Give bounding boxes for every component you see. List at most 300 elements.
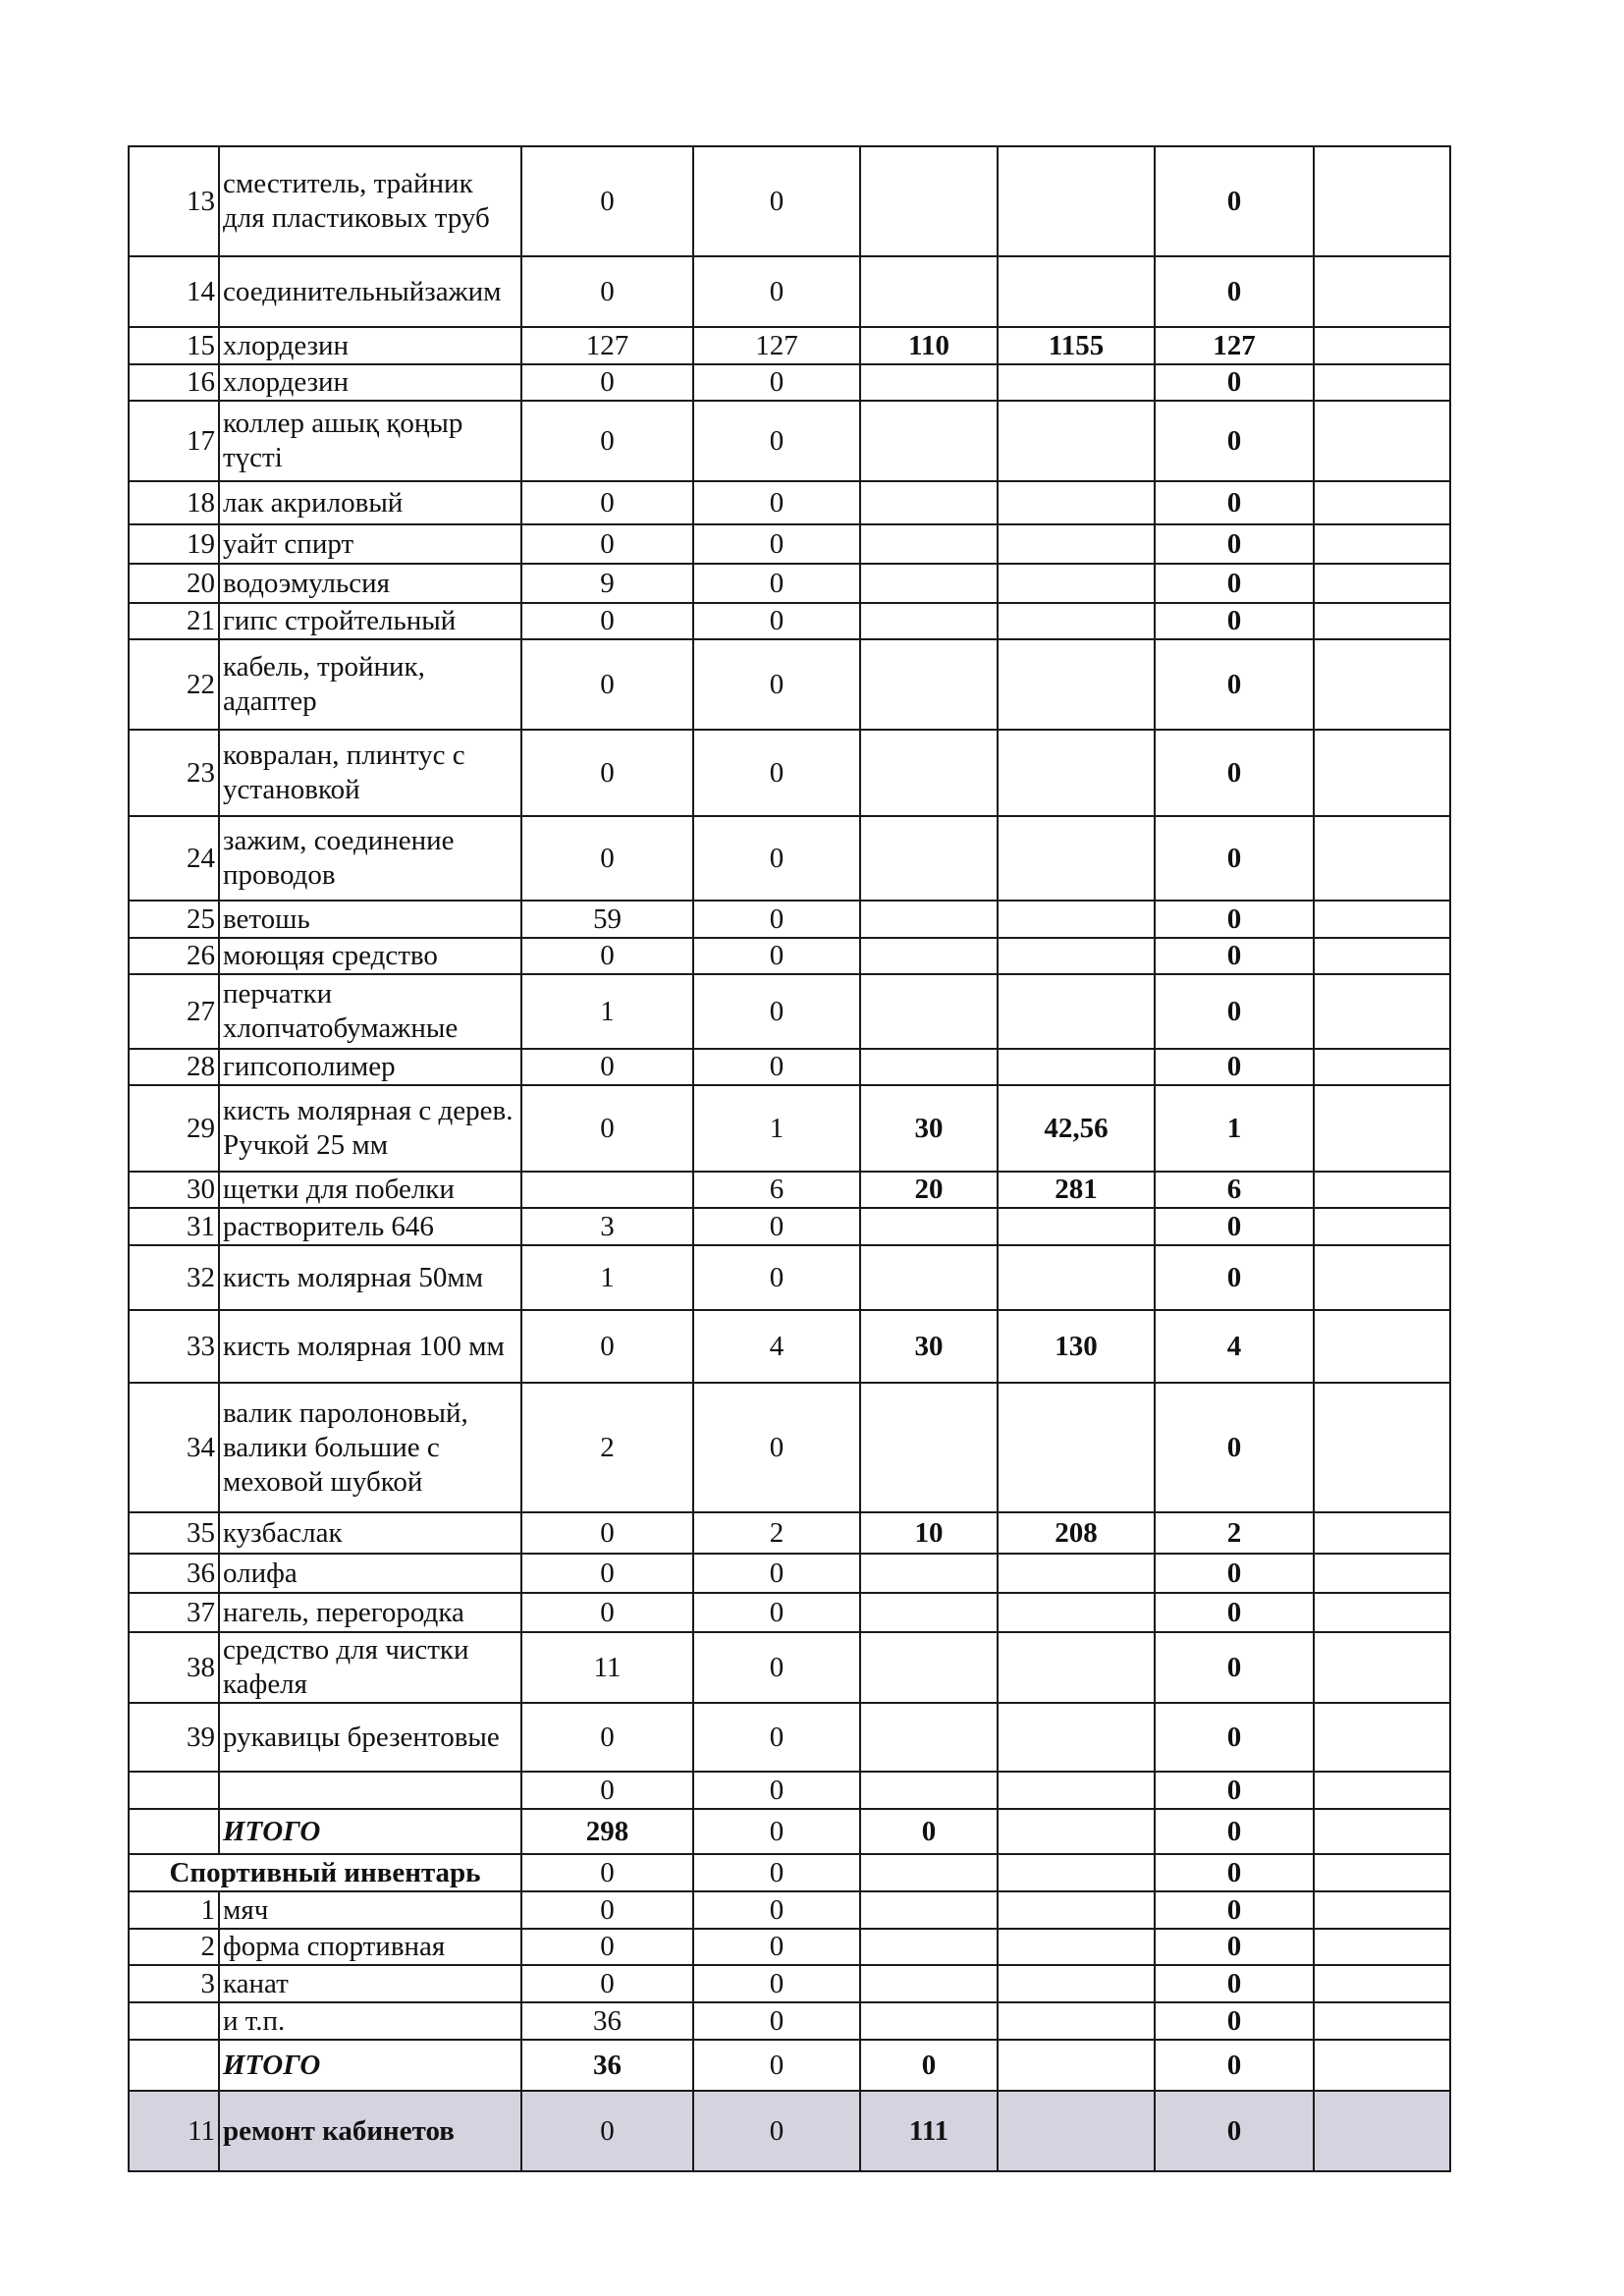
value-c4 xyxy=(998,1891,1155,1929)
value-c3 xyxy=(860,974,998,1049)
value-c1: 0 xyxy=(521,1310,693,1383)
value-c6 xyxy=(1314,1049,1450,1085)
table-row xyxy=(129,146,1450,256)
item-name: щетки для побелки xyxy=(219,1172,521,1208)
table-row xyxy=(129,1172,1450,1208)
value-c1: 0 xyxy=(521,1554,693,1593)
value-c4: 1155 xyxy=(998,327,1155,364)
section-title: Спортивный инвентарь xyxy=(129,1854,521,1891)
value-c3 xyxy=(860,901,998,938)
value-c5: 1 xyxy=(1155,1085,1314,1172)
value-c2: 0 xyxy=(693,974,860,1049)
value-c1: 0 xyxy=(521,481,693,524)
value-c1: 36 xyxy=(521,2040,693,2091)
value-c4 xyxy=(998,639,1155,730)
item-name: кузбаслак xyxy=(219,1512,521,1554)
value-c5: 0 xyxy=(1155,1809,1314,1854)
value-c5: 4 xyxy=(1155,1310,1314,1383)
value-c5: 0 xyxy=(1155,2002,1314,2040)
value-c3 xyxy=(860,1703,998,1772)
value-c5: 0 xyxy=(1155,1208,1314,1245)
row-number: 3 xyxy=(129,1965,219,2002)
item-name: форма спортивная xyxy=(219,1929,521,1965)
table-row xyxy=(129,1049,1450,1085)
row-number: 24 xyxy=(129,816,219,901)
table-row xyxy=(129,1965,1450,2002)
value-c3 xyxy=(860,1208,998,1245)
value-c1: 0 xyxy=(521,730,693,816)
value-c2: 0 xyxy=(693,1049,860,1085)
table-row xyxy=(129,1512,1450,1554)
row-number: 38 xyxy=(129,1632,219,1703)
value-c1: 0 xyxy=(521,146,693,256)
value-c6 xyxy=(1314,1172,1450,1208)
row-number: 16 xyxy=(129,364,219,401)
value-c1: 59 xyxy=(521,901,693,938)
value-c3: 110 xyxy=(860,327,998,364)
value-c2: 0 xyxy=(693,1965,860,2002)
value-c6 xyxy=(1314,1383,1450,1512)
row-number: 13 xyxy=(129,146,219,256)
value-c4 xyxy=(998,364,1155,401)
value-c4 xyxy=(998,524,1155,564)
value-c6 xyxy=(1314,603,1450,639)
value-c6 xyxy=(1314,401,1450,481)
value-c4 xyxy=(998,481,1155,524)
item-name: ковралан, плинтус с установкой xyxy=(219,730,521,816)
value-c6 xyxy=(1314,1554,1450,1593)
value-c6 xyxy=(1314,974,1450,1049)
value-c3 xyxy=(860,1929,998,1965)
value-c5: 0 xyxy=(1155,564,1314,603)
value-c1: 0 xyxy=(521,639,693,730)
value-c2: 2 xyxy=(693,1512,860,1554)
item-name: и т.п. xyxy=(219,2002,521,2040)
value-c6 xyxy=(1314,524,1450,564)
value-c1: 11 xyxy=(521,1632,693,1703)
value-c3 xyxy=(860,1891,998,1929)
value-c3 xyxy=(860,938,998,974)
value-c3 xyxy=(860,256,998,327)
value-c5: 0 xyxy=(1155,364,1314,401)
value-c5: 0 xyxy=(1155,974,1314,1049)
item-name: уайт спирт xyxy=(219,524,521,564)
value-c2: 0 xyxy=(693,1854,860,1891)
value-c4 xyxy=(998,1772,1155,1809)
value-c3 xyxy=(860,1554,998,1593)
table-row xyxy=(129,938,1450,974)
value-c2: 0 xyxy=(693,1703,860,1772)
value-c3 xyxy=(860,524,998,564)
value-c6 xyxy=(1314,1891,1450,1929)
value-c5: 0 xyxy=(1155,1929,1314,1965)
value-c4 xyxy=(998,2002,1155,2040)
table-row xyxy=(129,364,1450,401)
value-c2: 0 xyxy=(693,639,860,730)
table-row xyxy=(129,1891,1450,1929)
table-row xyxy=(129,1208,1450,1245)
value-c1: 0 xyxy=(521,1929,693,1965)
value-c4 xyxy=(998,1929,1155,1965)
value-c3 xyxy=(860,1632,998,1703)
value-c5: 0 xyxy=(1155,639,1314,730)
table-row xyxy=(129,2091,1450,2171)
value-c1: 0 xyxy=(521,364,693,401)
table-row xyxy=(129,1929,1450,1965)
value-c1 xyxy=(521,1172,693,1208)
value-c2: 0 xyxy=(693,901,860,938)
value-c5: 0 xyxy=(1155,1891,1314,1929)
item-name: лак акриловый xyxy=(219,481,521,524)
value-c5: 2 xyxy=(1155,1512,1314,1554)
value-c3: 111 xyxy=(860,2091,998,2171)
value-c4 xyxy=(998,816,1155,901)
value-c4 xyxy=(998,1383,1155,1512)
table-row xyxy=(129,327,1450,364)
value-c6 xyxy=(1314,1929,1450,1965)
item-name: коллер ашық қоңыр түсті xyxy=(219,401,521,481)
value-c1: 0 xyxy=(521,1891,693,1929)
value-c4 xyxy=(998,603,1155,639)
value-c4 xyxy=(998,1632,1155,1703)
value-c3 xyxy=(860,481,998,524)
value-c6 xyxy=(1314,1809,1450,1854)
value-c2: 0 xyxy=(693,524,860,564)
value-c4: 42,56 xyxy=(998,1085,1155,1172)
value-c5: 0 xyxy=(1155,1703,1314,1772)
value-c3 xyxy=(860,564,998,603)
value-c3 xyxy=(860,1049,998,1085)
value-c5: 0 xyxy=(1155,1632,1314,1703)
value-c1: 1 xyxy=(521,974,693,1049)
table-body xyxy=(129,146,1450,2171)
row-number: 32 xyxy=(129,1245,219,1310)
value-c3 xyxy=(860,816,998,901)
row-number xyxy=(129,2002,219,2040)
item-name: канат xyxy=(219,1965,521,2002)
row-number: 27 xyxy=(129,974,219,1049)
value-c2: 0 xyxy=(693,1772,860,1809)
value-c2: 4 xyxy=(693,1310,860,1383)
item-name: сместитель, трайник для пластиковых труб xyxy=(219,146,521,256)
value-c6 xyxy=(1314,1772,1450,1809)
item-name: кисть молярная с дерев. Ручкой 25 мм xyxy=(219,1085,521,1172)
item-name: кисть молярная 50мм xyxy=(219,1245,521,1310)
value-c6 xyxy=(1314,2091,1450,2171)
value-c6 xyxy=(1314,481,1450,524)
table-row xyxy=(129,401,1450,481)
value-c1: 0 xyxy=(521,1965,693,2002)
value-c1: 0 xyxy=(521,524,693,564)
item-name: водоэмульсия xyxy=(219,564,521,603)
row-number: 26 xyxy=(129,938,219,974)
value-c5: 0 xyxy=(1155,1383,1314,1512)
value-c6 xyxy=(1314,816,1450,901)
item-name: кабель, тройник, адаптер xyxy=(219,639,521,730)
value-c5: 0 xyxy=(1155,1772,1314,1809)
value-c3 xyxy=(860,146,998,256)
row-number: 28 xyxy=(129,1049,219,1085)
value-c6 xyxy=(1314,2040,1450,2091)
row-number xyxy=(129,2040,219,2091)
value-c3: 20 xyxy=(860,1172,998,1208)
value-c5: 0 xyxy=(1155,2091,1314,2171)
value-c6 xyxy=(1314,564,1450,603)
value-c2: 0 xyxy=(693,730,860,816)
table-row xyxy=(129,256,1450,327)
value-c6 xyxy=(1314,1245,1450,1310)
row-number: 35 xyxy=(129,1512,219,1554)
row-number: 19 xyxy=(129,524,219,564)
row-number: 21 xyxy=(129,603,219,639)
value-c1: 1 xyxy=(521,1245,693,1310)
item-name: перчатки хлопчатобумажные xyxy=(219,974,521,1049)
value-c3 xyxy=(860,1593,998,1632)
item-name: ИТОГО xyxy=(219,2040,521,2091)
value-c4: 281 xyxy=(998,1172,1155,1208)
row-number: 22 xyxy=(129,639,219,730)
value-c6 xyxy=(1314,256,1450,327)
table-row xyxy=(129,1854,1450,1891)
value-c3: 0 xyxy=(860,2040,998,2091)
value-c2: 0 xyxy=(693,1383,860,1512)
table-row xyxy=(129,2040,1450,2091)
value-c1: 0 xyxy=(521,938,693,974)
item-name: ремонт кабинетов xyxy=(219,2091,521,2171)
value-c4 xyxy=(998,1593,1155,1632)
value-c2: 0 xyxy=(693,256,860,327)
value-c1: 0 xyxy=(521,1772,693,1809)
row-number: 31 xyxy=(129,1208,219,1245)
item-name xyxy=(219,1772,521,1809)
value-c5: 0 xyxy=(1155,1245,1314,1310)
item-name: олифа xyxy=(219,1554,521,1593)
value-c6 xyxy=(1314,327,1450,364)
value-c2: 0 xyxy=(693,1593,860,1632)
item-name: моющяя средство xyxy=(219,938,521,974)
value-c5: 0 xyxy=(1155,1965,1314,2002)
value-c1: 127 xyxy=(521,327,693,364)
row-number xyxy=(129,1809,219,1854)
value-c3 xyxy=(860,2002,998,2040)
row-number: 34 xyxy=(129,1383,219,1512)
row-number: 29 xyxy=(129,1085,219,1172)
value-c5: 0 xyxy=(1155,816,1314,901)
table-row xyxy=(129,639,1450,730)
item-name: кисть молярная 100 мм xyxy=(219,1310,521,1383)
value-c4 xyxy=(998,1049,1155,1085)
value-c2: 1 xyxy=(693,1085,860,1172)
item-name: гипс стройтельный xyxy=(219,603,521,639)
value-c1: 0 xyxy=(521,1593,693,1632)
value-c1: 0 xyxy=(521,1085,693,1172)
value-c3: 0 xyxy=(860,1809,998,1854)
value-c3: 10 xyxy=(860,1512,998,1554)
row-number: 33 xyxy=(129,1310,219,1383)
value-c1: 298 xyxy=(521,1809,693,1854)
table-row xyxy=(129,1310,1450,1383)
value-c3 xyxy=(860,639,998,730)
value-c4 xyxy=(998,146,1155,256)
value-c2: 0 xyxy=(693,1245,860,1310)
value-c2: 0 xyxy=(693,364,860,401)
table-row xyxy=(129,816,1450,901)
value-c4 xyxy=(998,401,1155,481)
row-number: 14 xyxy=(129,256,219,327)
value-c1: 2 xyxy=(521,1383,693,1512)
row-number: 11 xyxy=(129,2091,219,2171)
value-c2: 0 xyxy=(693,401,860,481)
value-c5: 0 xyxy=(1155,256,1314,327)
value-c4 xyxy=(998,938,1155,974)
row-number: 39 xyxy=(129,1703,219,1772)
row-number: 20 xyxy=(129,564,219,603)
value-c1: 0 xyxy=(521,401,693,481)
item-name: мяч xyxy=(219,1891,521,1929)
value-c4 xyxy=(998,1854,1155,1891)
row-number: 25 xyxy=(129,901,219,938)
value-c5: 0 xyxy=(1155,481,1314,524)
value-c6 xyxy=(1314,1208,1450,1245)
value-c6 xyxy=(1314,730,1450,816)
table-row xyxy=(129,730,1450,816)
value-c2: 0 xyxy=(693,1554,860,1593)
value-c4 xyxy=(998,974,1155,1049)
value-c3: 30 xyxy=(860,1085,998,1172)
row-number: 2 xyxy=(129,1929,219,1965)
value-c1: 0 xyxy=(521,1703,693,1772)
table-row xyxy=(129,1632,1450,1703)
table-row xyxy=(129,1593,1450,1632)
value-c2: 0 xyxy=(693,938,860,974)
value-c2: 0 xyxy=(693,564,860,603)
item-name: ветошь xyxy=(219,901,521,938)
value-c5: 0 xyxy=(1155,730,1314,816)
value-c4 xyxy=(998,901,1155,938)
value-c4 xyxy=(998,1554,1155,1593)
value-c6 xyxy=(1314,146,1450,256)
value-c6 xyxy=(1314,1085,1450,1172)
table-row xyxy=(129,1703,1450,1772)
row-number: 37 xyxy=(129,1593,219,1632)
value-c4 xyxy=(998,2091,1155,2171)
item-name: хлордезин xyxy=(219,364,521,401)
value-c1: 0 xyxy=(521,2091,693,2171)
table-row xyxy=(129,481,1450,524)
item-name: хлордезин xyxy=(219,327,521,364)
value-c2: 0 xyxy=(693,2091,860,2171)
value-c4 xyxy=(998,1208,1155,1245)
table-row xyxy=(129,1554,1450,1593)
value-c2: 6 xyxy=(693,1172,860,1208)
value-c4 xyxy=(998,730,1155,816)
value-c4: 208 xyxy=(998,1512,1155,1554)
table-row xyxy=(129,2002,1450,2040)
value-c2: 0 xyxy=(693,1891,860,1929)
item-name: валик паролоновый, валики большие с меховой шубкой xyxy=(219,1383,521,1512)
row-number xyxy=(129,1772,219,1809)
value-c6 xyxy=(1314,1703,1450,1772)
value-c6 xyxy=(1314,1593,1450,1632)
value-c3 xyxy=(860,1383,998,1512)
inventory-table xyxy=(128,145,1451,2172)
value-c4 xyxy=(998,2040,1155,2091)
row-number: 36 xyxy=(129,1554,219,1593)
row-number: 18 xyxy=(129,481,219,524)
item-name: зажим, соединение проводов xyxy=(219,816,521,901)
value-c5: 0 xyxy=(1155,146,1314,256)
item-name: гипсополимер xyxy=(219,1049,521,1085)
value-c3 xyxy=(860,1965,998,2002)
value-c5: 0 xyxy=(1155,901,1314,938)
table-row xyxy=(129,524,1450,564)
value-c2: 0 xyxy=(693,146,860,256)
value-c2: 0 xyxy=(693,816,860,901)
row-number: 15 xyxy=(129,327,219,364)
value-c1: 0 xyxy=(521,1854,693,1891)
value-c6 xyxy=(1314,2002,1450,2040)
value-c6 xyxy=(1314,1310,1450,1383)
value-c6 xyxy=(1314,938,1450,974)
value-c1: 0 xyxy=(521,816,693,901)
table-row xyxy=(129,564,1450,603)
value-c3: 30 xyxy=(860,1310,998,1383)
value-c5: 0 xyxy=(1155,603,1314,639)
value-c4 xyxy=(998,1965,1155,2002)
table-row xyxy=(129,603,1450,639)
table-row xyxy=(129,1383,1450,1512)
item-name: средство для чистки кафеля xyxy=(219,1632,521,1703)
value-c4 xyxy=(998,1703,1155,1772)
table-row xyxy=(129,901,1450,938)
value-c3 xyxy=(860,603,998,639)
value-c5: 0 xyxy=(1155,401,1314,481)
value-c2: 0 xyxy=(693,1809,860,1854)
value-c5: 6 xyxy=(1155,1172,1314,1208)
value-c3 xyxy=(860,364,998,401)
value-c5: 0 xyxy=(1155,1554,1314,1593)
table-row xyxy=(129,974,1450,1049)
table-row xyxy=(129,1809,1450,1854)
value-c2: 0 xyxy=(693,1632,860,1703)
value-c6 xyxy=(1314,364,1450,401)
value-c1: 36 xyxy=(521,2002,693,2040)
value-c5: 127 xyxy=(1155,327,1314,364)
value-c5: 0 xyxy=(1155,1593,1314,1632)
table-row xyxy=(129,1772,1450,1809)
value-c5: 0 xyxy=(1155,524,1314,564)
value-c3 xyxy=(860,401,998,481)
value-c1: 0 xyxy=(521,256,693,327)
value-c6 xyxy=(1314,1854,1450,1891)
value-c4: 130 xyxy=(998,1310,1155,1383)
value-c6 xyxy=(1314,639,1450,730)
value-c2: 0 xyxy=(693,1929,860,1965)
row-number: 23 xyxy=(129,730,219,816)
value-c6 xyxy=(1314,1632,1450,1703)
value-c5: 0 xyxy=(1155,938,1314,974)
value-c6 xyxy=(1314,901,1450,938)
value-c5: 0 xyxy=(1155,2040,1314,2091)
value-c1: 0 xyxy=(521,1049,693,1085)
table-row xyxy=(129,1085,1450,1172)
value-c3 xyxy=(860,730,998,816)
value-c4 xyxy=(998,1809,1155,1854)
value-c2: 127 xyxy=(693,327,860,364)
value-c1: 3 xyxy=(521,1208,693,1245)
value-c2: 0 xyxy=(693,2040,860,2091)
value-c3 xyxy=(860,1772,998,1809)
